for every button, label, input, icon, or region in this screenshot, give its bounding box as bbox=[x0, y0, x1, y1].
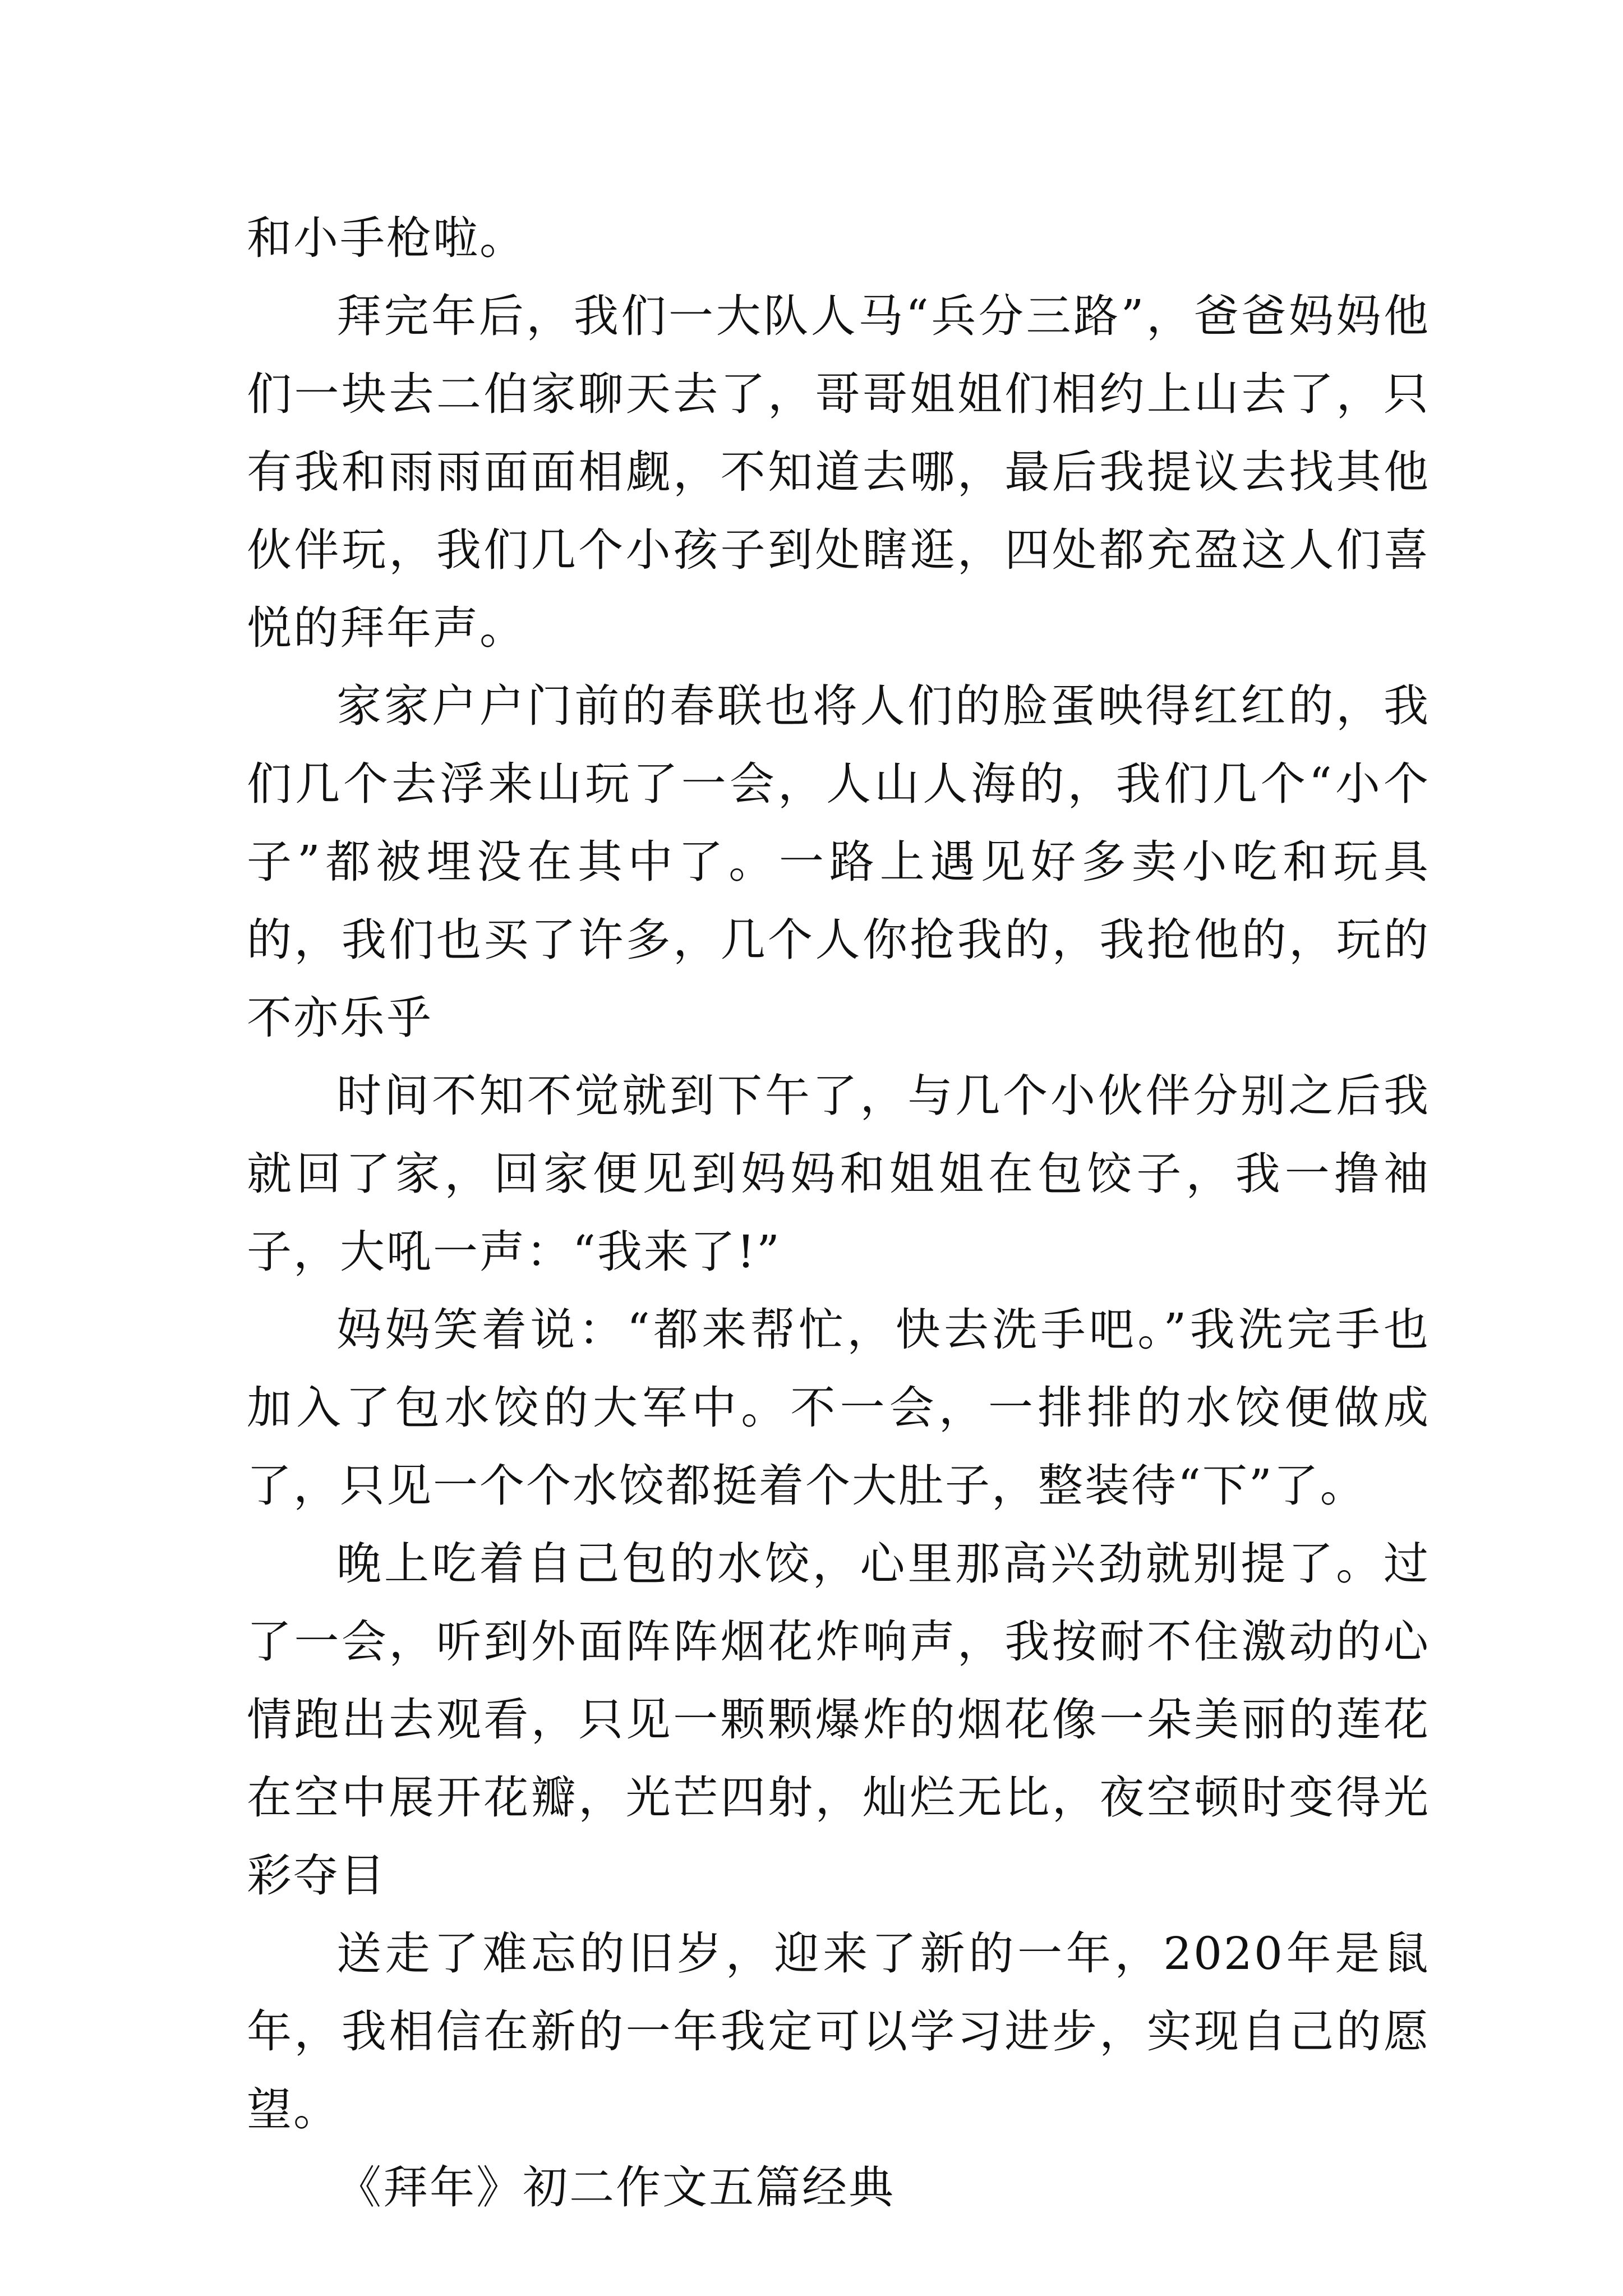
paragraph-7: 送走了难忘的旧岁，迎来了新的一年，2020年是鼠年，我相信在新的一年我定可以学习进步，实现自己的愿望。 bbox=[247, 1927, 1430, 2136]
essay-title: 《拜年》初二作文五篇经典 bbox=[336, 2161, 895, 2214]
paragraph-3: 家家户户门前的春联也将人们的脸蛋映得红红的，我们几个去浮来山玩了一会，人山人海的，我们几个“小个子”都被埋没在其中了。一路上遇见好多卖小吃和玩具的，我们也买了许多，几个人你抢我的，我抢他的，玩的不亦乐乎 bbox=[247, 680, 1430, 1044]
paragraph-1: 和小手枪啦。 bbox=[247, 212, 526, 264]
paragraph-5: 妈妈笑着说：“都来帮忙，快去洗手吧。”我洗完手也加入了包水饺的大军中。不一会，一排排的水饺便做成了，只见一个个水饺都挺着个大肚子，整装待“下”了。 bbox=[247, 1304, 1430, 1512]
article-body bbox=[247, 199, 1430, 2226]
paragraph-2: 拜完年后，我们一大队人马“兵分三路”，爸爸妈妈他们一块去二伯家聊天去了，哥哥姐姐们相约上山去了，只有我和雨雨面面相觑，不知道去哪，最后我提议去找其他伙伴玩，我们几个小孩子到处瞎逛，四处都充盈这人们喜悦的拜年声。 bbox=[247, 290, 1430, 654]
paragraph-4: 时间不知不觉就到下午了，与几个小伙伴分别之后我就回了家，回家便见到妈妈和姐姐在包饺子，我一撸袖子，大吼一声：“我来了!” bbox=[247, 1070, 1430, 1278]
paragraph-6: 晚上吃着自己包的水饺，心里那高兴劲就别提了。过了一会，听到外面阵阵烟花炸响声，我按耐不住激动的心情跑出去观看，只见一颗颗爆炸的烟花像一朵美丽的莲花在空中展开花瓣，光芒四射，灿烂无比，夜空顿时变得光彩夺目 bbox=[247, 1538, 1430, 1902]
